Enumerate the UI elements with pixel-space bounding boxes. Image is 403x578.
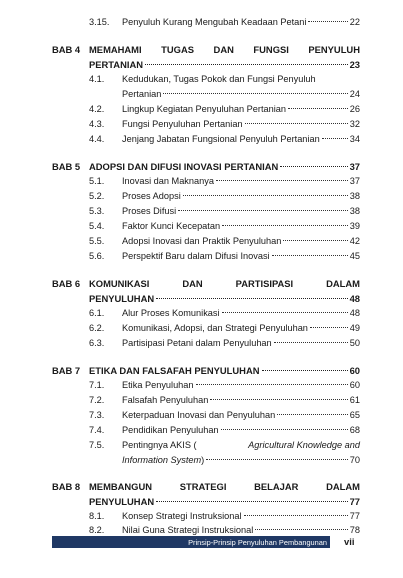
page-number: vii <box>344 536 355 547</box>
toc-entry-4-1[interactable]: 4.1. Kedudukan, Tugas Pokok dan Fungsi Penyuluh <box>89 74 316 84</box>
toc-entry-8-1[interactable]: 8.1. Konsep Strategi Instruksional 77 <box>89 511 360 521</box>
chapter-title-6-line1[interactable]: KOMUNIKASI DAN PARTISIPASI DALAM <box>89 278 360 289</box>
toc-entry-6-3[interactable]: 6.3. Partisipasi Petani dalam Penyuluhan 50 <box>89 338 360 348</box>
toc-entry-4-3[interactable]: 4.3. Fungsi Penyuluhan Pertanian 32 <box>89 119 360 129</box>
chapter-number-7: BAB 7 <box>52 365 81 376</box>
toc-entry-5-5[interactable]: 5.5. Adopsi Inovasi dan Praktik Penyuluhan 42 <box>89 236 360 246</box>
toc-entry-3-15[interactable]: 3.15. Penyuluh Kurang Mengubah Keadaan Petani 22 <box>89 17 360 27</box>
toc-entry-4-2[interactable]: 4.2. Lingkup Kegiatan Penyuluhan Pertanian 26 <box>89 104 360 114</box>
chapter-title-8-line2[interactable]: PENYULUHAN 77 <box>89 496 360 507</box>
chapter-title-6-line2[interactable]: PENYULUHAN 48 <box>89 293 360 304</box>
chapter-number-5: BAB 5 <box>52 161 81 172</box>
chapter-number-8: BAB 8 <box>52 481 81 492</box>
toc-entry-7-3[interactable]: 7.3. Keterpaduan Inovasi dan Penyuluhan 65 <box>89 410 360 420</box>
chapter-title-4-line2[interactable]: PERTANIAN 23 <box>89 59 360 70</box>
toc-entry-7-5-cont[interactable]: Information System) 70 <box>122 455 360 465</box>
chapter-number-4: BAB 4 <box>52 44 81 55</box>
toc-entry-4-1-cont[interactable]: Pertanian 24 <box>122 89 360 99</box>
toc-entry-6-2[interactable]: 6.2. Komunikasi, Adopsi, dan Strategi Penyuluhan 49 <box>89 323 360 333</box>
toc-entry-5-3[interactable]: 5.3. Proses Difusi 38 <box>89 206 360 216</box>
toc-entry-5-1[interactable]: 5.1. Inovasi dan Maknanya 37 <box>89 176 360 186</box>
toc-entry-7-5[interactable]: 7.5. Pentingnya AKIS ( Agricultural Knowledge and <box>89 440 360 450</box>
toc-entry-7-2[interactable]: 7.2. Falsafah Penyuluhan 61 <box>89 395 360 405</box>
chapter-title-4-line1[interactable]: MEMAHAMI TUGAS DAN FUNGSI PENYULUH <box>89 44 360 55</box>
toc-entry-6-1[interactable]: 6.1. Alur Proses Komunikasi 48 <box>89 308 360 318</box>
chapter-title-8-line1[interactable]: MEMBANGUN STRATEGI BELAJAR DALAM <box>89 481 360 492</box>
toc-entry-5-2[interactable]: 5.2. Proses Adopsi 38 <box>89 191 360 201</box>
footer-bar <box>52 536 330 548</box>
toc-entry-7-4[interactable]: 7.4. Pendidikan Penyuluhan 68 <box>89 425 360 435</box>
toc-entry-7-1[interactable]: 7.1. Etika Penyuluhan 60 <box>89 380 360 390</box>
chapter-number-6: BAB 6 <box>52 278 81 289</box>
chapter-title-7[interactable]: ETIKA DAN FALSAFAH PENYULUHAN 60 <box>89 365 360 376</box>
footer-book-title: Prinsip-Prinsip Penyuluhan Pembangunan <box>188 537 327 547</box>
toc-entry-5-6[interactable]: 5.6. Perspektif Baru dalam Difusi Inovasi 45 <box>89 251 360 261</box>
toc-entry-5-4[interactable]: 5.4. Faktor Kunci Kecepatan 39 <box>89 221 360 231</box>
toc-entry-8-2[interactable]: 8.2. Nilai Guna Strategi Instruksional 78 <box>89 525 360 535</box>
toc-entry-4-4[interactable]: 4.4. Jenjang Jabatan Fungsional Penyuluh Pertanian 34 <box>89 134 360 144</box>
chapter-title-5[interactable]: ADOPSI DAN DIFUSI INOVASI PERTANIAN 37 <box>89 161 360 172</box>
